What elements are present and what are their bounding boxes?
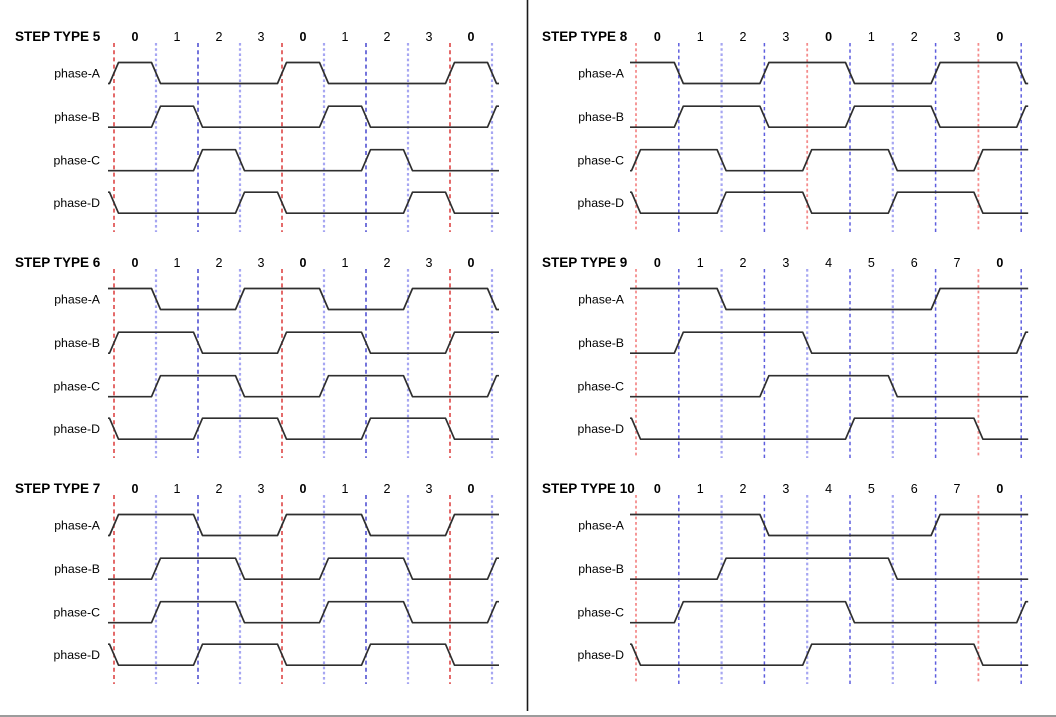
phase-label-phase-A: phase-A: [54, 292, 100, 307]
step-number-label: 0: [131, 30, 139, 44]
step-number-label: 1: [173, 256, 181, 270]
phase-label-phase-B: phase-B: [54, 562, 100, 576]
step-number-label: 3: [425, 30, 433, 44]
step-number-label: 3: [425, 482, 433, 496]
step-number-label: 5: [867, 482, 875, 496]
step-number-label: 0: [467, 482, 475, 496]
step-number-label: 1: [696, 30, 704, 44]
step-number-label: 7: [953, 482, 961, 496]
panel-title: STEP TYPE 7: [15, 481, 101, 496]
step-number-label: 2: [383, 256, 391, 270]
step-number-label: 1: [341, 30, 349, 44]
phase-label-phase-C: phase-C: [577, 153, 624, 168]
phase-label-phase-B: phase-B: [578, 110, 624, 124]
step-number-label: 2: [910, 30, 918, 44]
step-number-label: 2: [739, 256, 747, 270]
step-number-label: 3: [425, 256, 433, 270]
phase-label-phase-B: phase-B: [54, 336, 100, 350]
step-number-label: 1: [341, 482, 349, 496]
phase-label-phase-C: phase-C: [577, 379, 624, 394]
step-number-label: 2: [215, 30, 223, 44]
step-number-label: 0: [299, 30, 307, 44]
waveform-phase-D: [630, 644, 1028, 665]
step-number-label: 0: [467, 30, 475, 44]
waveform-phase-A: [108, 515, 499, 536]
waveform-phase-D: [108, 192, 499, 213]
step-number-label: 3: [782, 256, 790, 270]
waveform-phase-B: [630, 332, 1028, 353]
step-number-label: 2: [215, 482, 223, 496]
step-number-label: 0: [996, 256, 1004, 270]
phase-label-phase-D: phase-D: [53, 196, 100, 210]
step-number-label: 0: [653, 256, 661, 270]
panel-step-type-9: [542, 255, 1028, 458]
step-number-label: 3: [782, 482, 790, 496]
waveform-phase-A: [108, 289, 499, 310]
step-number-label: 4: [825, 482, 833, 496]
step-number-label: 1: [173, 482, 181, 496]
step-number-label: 0: [653, 30, 661, 44]
panel-title: STEP TYPE 8: [542, 29, 628, 44]
step-number-label: 3: [953, 30, 961, 44]
phase-label-phase-D: phase-D: [53, 648, 100, 662]
phase-label-phase-B: phase-B: [54, 110, 100, 124]
panel-step-type-6: [15, 255, 499, 458]
waveform-phase-D: [630, 418, 1028, 439]
step-number-label: 0: [131, 482, 139, 496]
phase-label-phase-B: phase-B: [578, 562, 624, 576]
step-number-label: 3: [257, 256, 265, 270]
panel-title: STEP TYPE 5: [15, 29, 101, 44]
phase-label-phase-C: phase-C: [53, 153, 100, 168]
phase-label-phase-A: phase-A: [54, 66, 100, 81]
step-number-label: 0: [653, 482, 661, 496]
step-number-label: 5: [867, 256, 875, 270]
step-number-label: 3: [782, 30, 790, 44]
phase-label-phase-D: phase-D: [577, 648, 624, 662]
step-number-label: 2: [739, 30, 747, 44]
waveform-phase-C: [630, 376, 1028, 397]
step-number-label: 1: [867, 30, 875, 44]
panel-title: STEP TYPE 9: [542, 255, 628, 270]
step-number-label: 2: [739, 482, 747, 496]
step-number-label: 6: [910, 256, 918, 270]
step-number-label: 3: [257, 30, 265, 44]
waveform-phase-B: [108, 106, 499, 127]
waveform-phase-B: [108, 332, 499, 353]
step-number-label: 0: [299, 256, 307, 270]
phase-label-phase-D: phase-D: [577, 196, 624, 210]
step-number-label: 4: [825, 256, 833, 270]
phase-label-phase-C: phase-C: [577, 605, 624, 620]
step-number-label: 0: [131, 256, 139, 270]
step-number-label: 0: [825, 30, 833, 44]
step-number-label: 1: [341, 256, 349, 270]
phase-label-phase-D: phase-D: [53, 422, 100, 436]
waveform-phase-A: [630, 289, 1028, 310]
step-number-label: 0: [467, 256, 475, 270]
step-number-label: 2: [383, 30, 391, 44]
panel-step-type-8: [542, 29, 1028, 232]
waveform-phase-C: [108, 602, 499, 623]
waveform-phase-C: [108, 376, 499, 397]
step-number-label: 3: [257, 482, 265, 496]
step-number-label: 1: [173, 30, 181, 44]
waveform-phase-A: [630, 63, 1028, 84]
step-number-label: 6: [910, 482, 918, 496]
waveform-phase-A: [108, 63, 499, 84]
phase-label-phase-D: phase-D: [577, 422, 624, 436]
step-number-label: 2: [215, 256, 223, 270]
phase-label-phase-C: phase-C: [53, 605, 100, 620]
step-number-label: 0: [996, 482, 1004, 496]
step-number-label: 0: [299, 482, 307, 496]
phase-label-phase-B: phase-B: [578, 336, 624, 350]
waveform-phase-C: [630, 602, 1028, 623]
waveform-phase-C: [108, 150, 499, 171]
waveform-phase-C: [630, 150, 1028, 171]
step-number-label: 0: [996, 30, 1004, 44]
step-number-label: 2: [383, 482, 391, 496]
phase-label-phase-A: phase-A: [578, 518, 624, 533]
panel-title: STEP TYPE 6: [15, 255, 101, 270]
panel-step-type-7: [15, 481, 499, 684]
waveform-phase-D: [630, 192, 1028, 213]
phase-label-phase-A: phase-A: [578, 292, 624, 307]
panel-step-type-5: [15, 29, 499, 232]
step-number-label: 7: [953, 256, 961, 270]
waveform-phase-B: [630, 106, 1028, 127]
panel-title: STEP TYPE 10: [542, 481, 635, 496]
phase-label-phase-C: phase-C: [53, 379, 100, 394]
phase-label-phase-A: phase-A: [54, 518, 100, 533]
waveform-phase-B: [630, 558, 1028, 579]
waveform-phase-B: [108, 558, 499, 579]
phase-label-phase-A: phase-A: [578, 66, 624, 81]
waveform-phase-A: [630, 515, 1028, 536]
waveform-phase-D: [108, 418, 499, 439]
step-number-label: 1: [696, 482, 704, 496]
waveform-phase-D: [108, 644, 499, 665]
panel-step-type-10: [542, 481, 1028, 684]
step-number-label: 1: [696, 256, 704, 270]
